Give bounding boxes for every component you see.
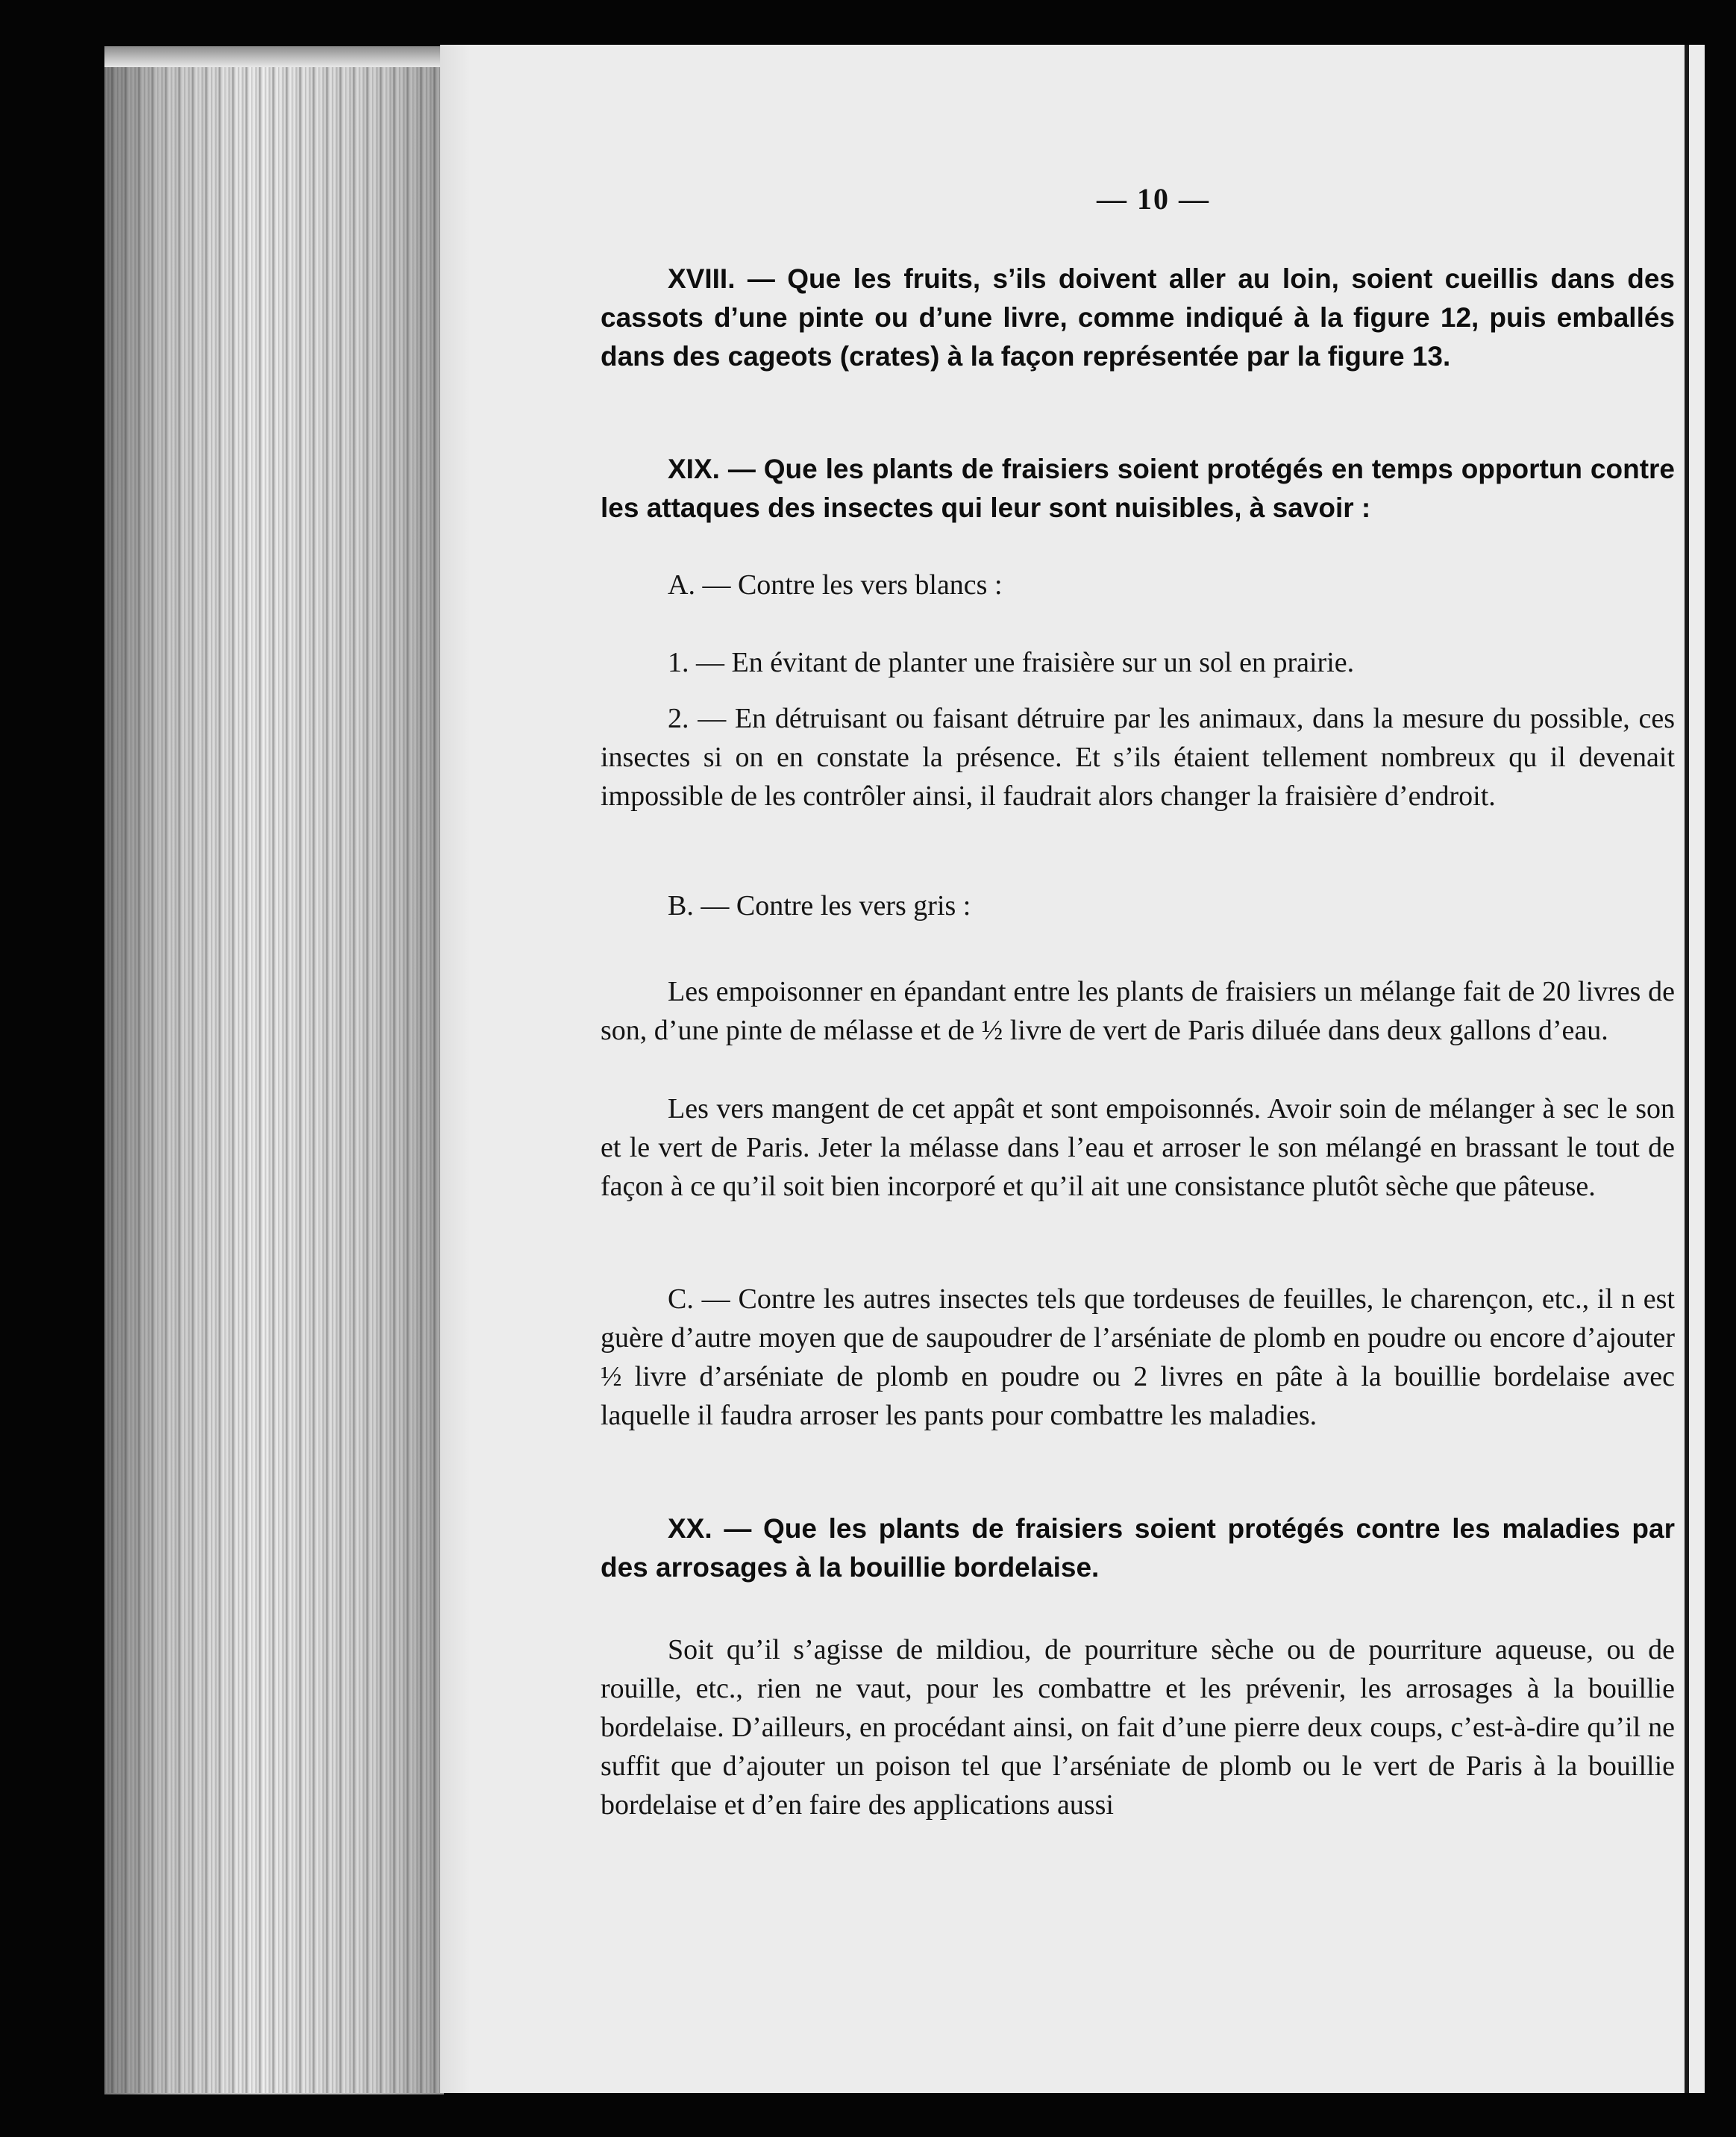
section-xix: XIX. — Que les plants de fraisiers soient protégés en temps opportun contre les attaques des insectes qui leur sont nuisibles, à savoir : [601,454,1675,523]
paragraph-c1: C. — Contre les autres insectes tels que tordeuses de feuilles, le charençon, etc., il n est guère d’autre moyen que de saupoudrer de l’arséniate de plomb en poudre ou encore d’ajouter ½ livre d’arséniate de plomb en poudre ou 2 livres en pâte à la bouillie bordelaise avec laquelle il faudra arroser les pants pour combattre les maladies. [601,1283,1675,1431]
page-number: — 10 — [1097,182,1210,216]
heading-a-vers-blancs: A. — Contre les vers blancs : [668,569,1003,601]
book-page-edges [104,46,444,2094]
section-xx: XX. — Que les plants de fraisiers soient protégés contre les maladies par des arrosages à la bouillie bordelaise. [601,1513,1675,1583]
page-edges-top-shadow [104,46,444,67]
heading-b-vers-gris: B. — Contre les vers gris : [668,890,971,922]
paragraph-xx-body: Soit qu’il s’agisse de mildiou, de pourriture sèche ou de pourriture aqueuse, ou de rouille, etc., rien ne vaut, pour les combattre et les prévenir, les arrosages à la bouillie bordelaise. D’ailleurs, en procédant ainsi, on fait d’une pierre deux coups, c’est-à-dire qu’il ne suffit que d’ajouter un poison tel que l’arséniate de plomb ou le vert de Paris à la bouillie bordelaise et d’en faire des applications aussi [601,1634,1675,1821]
section-xviii: XVIII. — Que les fruits, s’ils doivent aller au loin, soient cueillis dans des cassots d’une pinte ou d’une livre, comme indiqué à la figure 12, puis emballés dans des cageots (crates) à la façon représentée par la figure 13. [601,263,1675,372]
page-right-border [1685,45,1689,2093]
paragraph-b1: Les empoisonner en épandant entre les plants de fraisiers un mélange fait de 20 livres de son, d’une pinte de mélasse et de ½ livre de vert de Paris diluée dans deux gallons d’eau. [601,976,1675,1046]
paragraph-a2: 2. — En détruisant ou faisant détruire par les animaux, dans la mesure du possible, ces insectes si on en constate la présence. Et s’ils étaient tellement nombreux qu il devenait impossible de les contrôler ainsi, il faudrait alors changer la fraisière d’endroit. [601,703,1675,812]
paragraph-a1: 1. — En évitant de planter une fraisière sur un sol en prairie. [668,647,1355,678]
paragraph-b2: Les vers mangent de cet appât et sont empoisonnés. Avoir soin de mélanger à sec le son et le vert de Paris. Jeter la mélasse dans l’eau et arroser le son mélangé en brassant le tout de façon à ce qu’il soit bien incorporé et qu’il ait une consistance plutôt sèche que pâteuse. [601,1093,1675,1202]
